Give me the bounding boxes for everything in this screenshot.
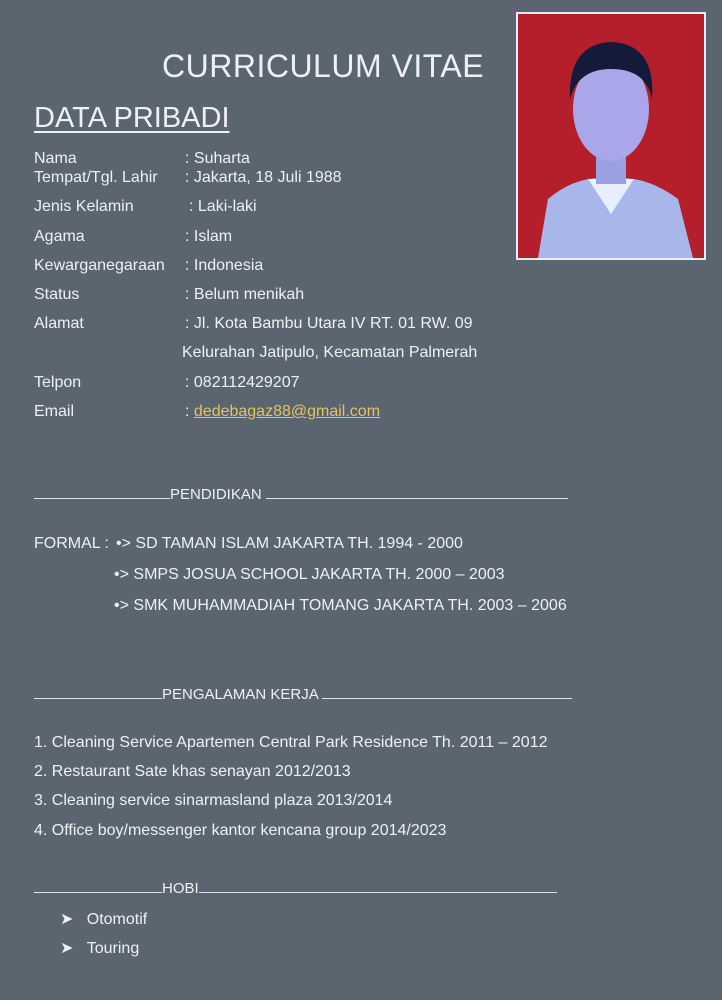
label-phone: Telpon bbox=[34, 374, 82, 391]
education-heading: PENDIDIKAN bbox=[170, 486, 262, 503]
label-gender: Jenis Kelamin bbox=[34, 198, 134, 215]
label-nationality: Kewarganegaraan bbox=[34, 257, 165, 274]
arrow-bullet-icon: ➤ bbox=[60, 940, 74, 957]
hobby-item bbox=[60, 909, 147, 929]
education-heading-row bbox=[34, 486, 568, 503]
value-nama: : Suharta bbox=[185, 150, 250, 167]
label-address: Alamat bbox=[34, 315, 84, 332]
experience-item: 4. Office boy/messenger kantor kencana group 2014/2023 bbox=[34, 822, 447, 839]
education-item: •> SMPS JOSUA SCHOOL JAKARTA TH. 2000 – 2003 bbox=[114, 566, 505, 583]
value-address: : Jl. Kota Bambu Utara IV RT. 01 RW. 09 bbox=[185, 315, 473, 332]
email-link[interactable]: dedebagaz88@gmail.com bbox=[193, 403, 381, 420]
value-gender: : Laki-laki bbox=[189, 198, 257, 215]
value-status: : Belum menikah bbox=[185, 286, 305, 303]
experience-item: 1. Cleaning Service Apartemen Central Park Residence Th. 2011 – 2012 bbox=[34, 734, 548, 751]
education-item: •> SMK MUHAMMADIAH TOMANG JAKARTA TH. 2003 – 2006 bbox=[114, 597, 567, 614]
label-status: Status bbox=[34, 286, 80, 303]
hobby-item bbox=[60, 938, 139, 958]
hobby-label: Otomotif bbox=[86, 911, 148, 928]
value-religion: : Islam bbox=[185, 228, 233, 245]
experience-item: 3. Cleaning service sinarmasland plaza 2013/2014 bbox=[34, 792, 393, 809]
hobby-label: Touring bbox=[86, 940, 140, 957]
cv-title: CURRICULUM VITAE bbox=[162, 48, 485, 84]
experience-heading: PENGALAMAN KERJA bbox=[162, 686, 318, 703]
experience-item: 2. Restaurant Sate khas senayan 2012/2013 bbox=[34, 763, 351, 780]
label-birth: Tempat/Tgl. Lahir bbox=[34, 169, 158, 186]
label-email: Email bbox=[34, 403, 75, 420]
value-address-2: Kelurahan Jatipulo, Kecamatan Palmerah bbox=[182, 344, 478, 361]
value-phone: : 082112429207 bbox=[185, 374, 300, 391]
label-religion: Agama bbox=[34, 228, 85, 245]
email-colon: : bbox=[185, 403, 194, 420]
arrow-bullet-icon: ➤ bbox=[60, 911, 74, 928]
personal-data-heading: DATA PRIBADI bbox=[34, 102, 230, 134]
education-item: •> SD TAMAN ISLAM JAKARTA TH. 1994 - 2000 bbox=[116, 535, 463, 552]
value-nationality: : Indonesia bbox=[185, 257, 264, 274]
hobby-heading: HOBI bbox=[162, 880, 199, 897]
formal-label: FORMAL : bbox=[34, 535, 109, 552]
experience-heading-row bbox=[34, 686, 572, 703]
label-nama: Nama bbox=[34, 150, 77, 167]
profile-photo bbox=[516, 12, 706, 260]
hobby-heading-row bbox=[34, 880, 557, 897]
value-birth: : Jakarta, 18 Juli 1988 bbox=[185, 169, 342, 186]
value-email bbox=[185, 403, 380, 421]
